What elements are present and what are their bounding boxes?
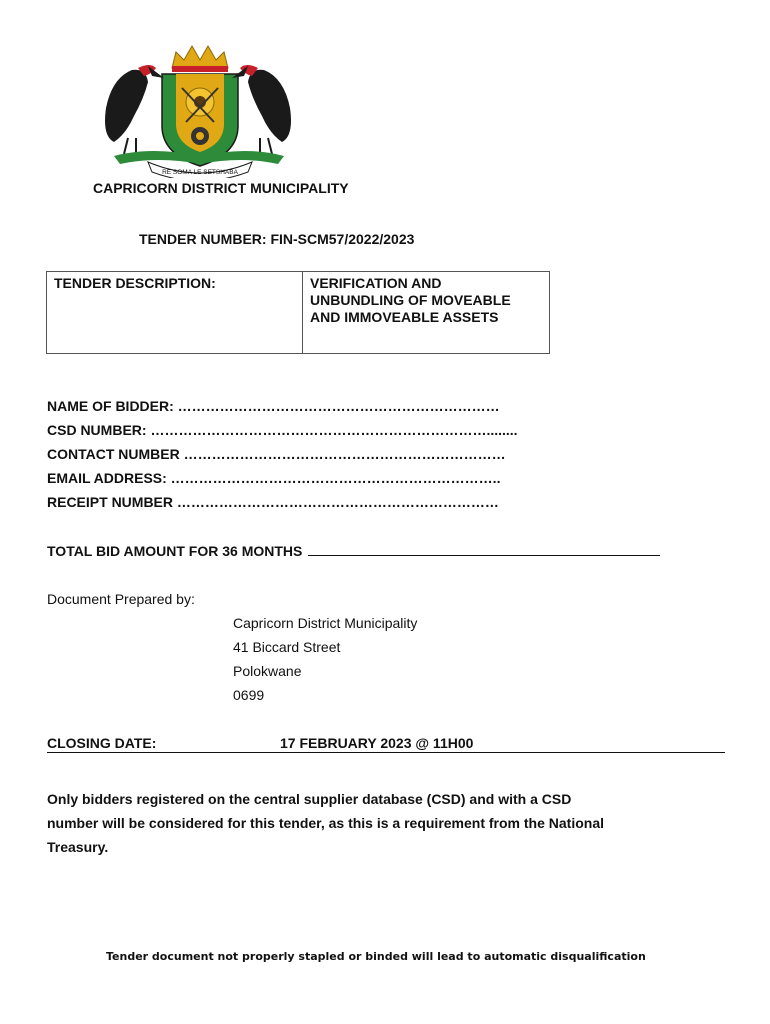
tender-description-line: VERIFICATION AND: [310, 275, 442, 291]
coat-of-arms-logo: [92, 38, 304, 178]
field-contact-number[interactable]: CONTACT NUMBER ……………………………………………………………: [47, 446, 506, 462]
tender-description-line: AND IMMOVEABLE ASSETS: [310, 309, 499, 325]
crest-motto: RE SOMA LE SETSHABA: [162, 169, 238, 176]
csd-notice: [47, 787, 707, 859]
prepared-by-label: Document Prepared by:: [47, 591, 195, 607]
notice-line: number will be considered for this tender, as this is a requirement from the National: [47, 815, 605, 831]
notice-line: Treasury.: [47, 839, 109, 855]
disqualification-footer: Tender document not properly stapled or binded will lead to automatic disqualification: [106, 950, 646, 963]
address-line: Capricorn District Municipality: [233, 615, 418, 631]
tender-number: TENDER NUMBER: FIN-SCM57/2022/2023: [139, 231, 415, 247]
notice-line: Only bidders registered on the central supplier database (CSD) and with a CSD: [47, 791, 572, 807]
municipality-title: CAPRICORN DISTRICT MUNICIPALITY: [93, 180, 349, 196]
total-bid-label: TOTAL BID AMOUNT FOR 36 MONTHS: [47, 543, 303, 559]
field-csd-number[interactable]: CSD NUMBER: ………………………………………………………………........: [47, 422, 518, 438]
closing-date-rule: [47, 752, 725, 753]
closing-date-value: 17 FEBRUARY 2023 @ 11H00: [280, 735, 474, 751]
tender-description-line: UNBUNDLING OF MOVEABLE: [310, 292, 511, 308]
total-bid-blank[interactable]: [308, 541, 660, 556]
field-receipt-number[interactable]: RECEIPT NUMBER ……………………………………………………………: [47, 494, 499, 510]
closing-date-label: CLOSING DATE:: [47, 735, 157, 751]
tender-description-table: [46, 271, 550, 354]
address-line: 0699: [233, 687, 265, 703]
total-bid-amount: [47, 541, 660, 559]
tender-description-label: TENDER DESCRIPTION:: [47, 272, 303, 353]
address-line: 41 Biccard Street: [233, 639, 341, 655]
address-line: Polokwane: [233, 663, 302, 679]
tender-description-value: [303, 272, 549, 353]
field-email-address[interactable]: EMAIL ADDRESS: ……………………………………………………………..: [47, 470, 501, 486]
field-name-of-bidder[interactable]: NAME OF BIDDER: ……………………………………………………………: [47, 398, 500, 414]
